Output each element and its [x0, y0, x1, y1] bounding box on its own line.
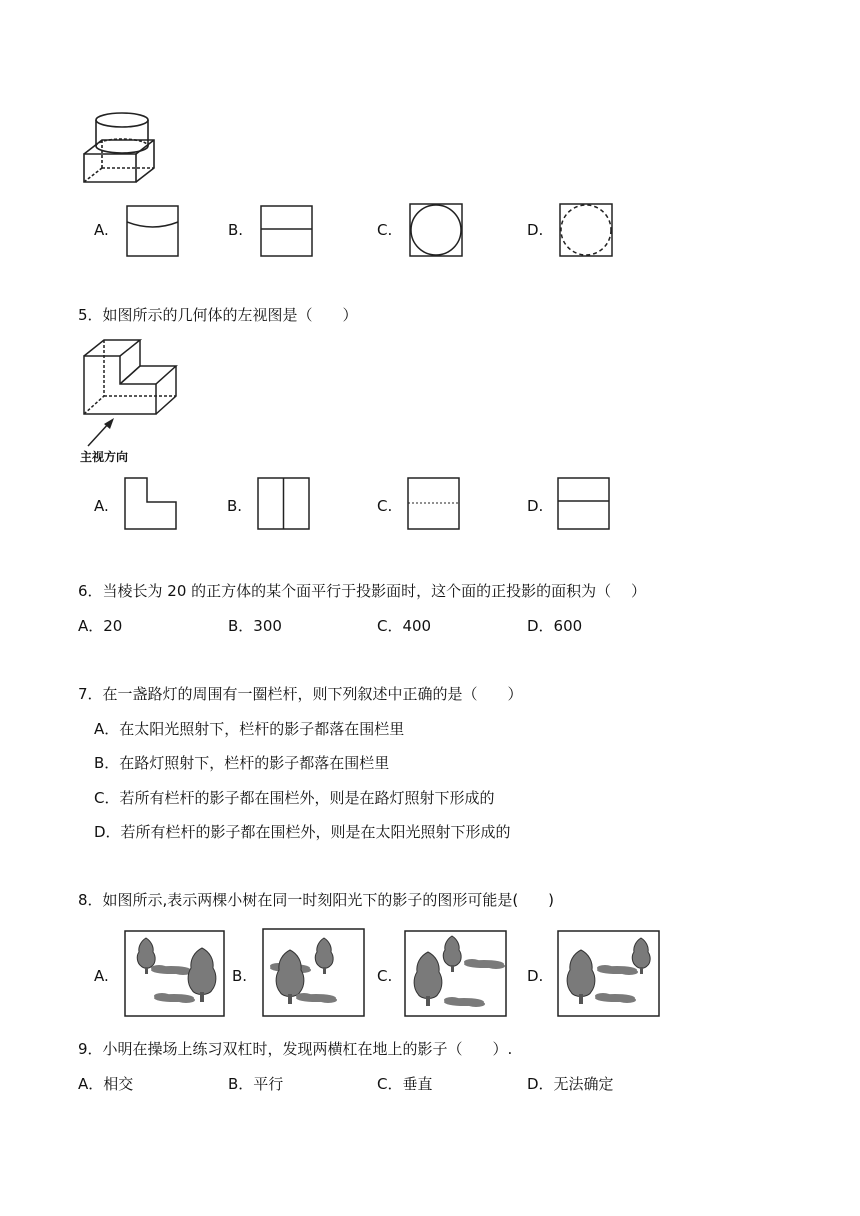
q5-option-c-label[interactable]: C. [377, 497, 393, 515]
q4-option-d-label[interactable]: D. [527, 221, 544, 239]
trees-shadow-a-icon[interactable] [124, 930, 226, 1018]
q7-option-d[interactable]: D．若所有栏杆的影子都在围栏外，则是在太阳光照射下形成的 [94, 823, 511, 841]
q7-option-c[interactable]: C．若所有栏杆的影子都在围栏外，则是在路灯照射下形成的 [94, 789, 495, 807]
rectangle-dotted-line-icon[interactable] [406, 476, 462, 532]
q6-stem: 6．当棱长为 20 的正方体的某个面平行于投影面时，这个面的正投影的面积为（ ） [78, 582, 646, 600]
q7-stem: 7．在一盏路灯的周围有一圈栏杆，则下列叙述中正确的是（ ） [78, 685, 523, 703]
trees-shadow-c-icon[interactable] [404, 930, 508, 1018]
q5-option-a-label[interactable]: A. [94, 497, 109, 515]
q6-option-c[interactable]: C．400 [377, 617, 432, 635]
q9-option-b[interactable]: B．平行 [228, 1075, 284, 1093]
l-shape-icon[interactable] [124, 476, 178, 532]
cylinder-front-view-arc-icon[interactable] [126, 204, 180, 258]
q7-option-b[interactable]: B．在路灯照射下，栏杆的影子都落在围栏里 [94, 754, 390, 772]
direction-arrow-icon [84, 416, 120, 450]
trees-shadow-b-icon[interactable] [262, 928, 366, 1018]
circle-in-square-icon[interactable] [408, 202, 464, 258]
q6-option-d[interactable]: D．600 [527, 617, 583, 635]
q5-stem: 5．如图所示的几何体的左视图是（ ） [78, 306, 358, 324]
q9-stem: 9．小明在操场上练习双杠时，发现两横杠在地上的影子（ ）. [78, 1040, 513, 1058]
q6-option-b[interactable]: B．300 [228, 617, 282, 635]
rectangle-vertical-line-icon[interactable] [257, 476, 311, 532]
q8-option-a-label[interactable]: A. [94, 967, 109, 985]
rectangle-horizontal-line-icon[interactable] [556, 476, 612, 532]
q8-stem: 8．如图所示,表示两棵小树在同一时刻阳光下的影子的图形可能是( ) [78, 891, 555, 909]
trees-shadow-d-icon[interactable] [557, 930, 661, 1018]
q4-option-a-label[interactable]: A. [94, 221, 109, 239]
q7-option-a[interactable]: A．在太阳光照射下，栏杆的影子都落在围栏里 [94, 720, 405, 738]
q5-option-b-label[interactable]: B. [227, 497, 243, 515]
q4-option-b-label[interactable]: B. [228, 221, 244, 239]
q9-option-a[interactable]: A．相交 [78, 1075, 134, 1093]
q8-option-d-label[interactable]: D. [527, 967, 544, 985]
q4-option-c-label[interactable]: C. [377, 221, 393, 239]
q8-option-c-label[interactable]: C. [377, 967, 393, 985]
q8-option-b-label[interactable]: B. [232, 967, 248, 985]
q6-option-a[interactable]: A．20 [78, 617, 123, 635]
q4-solid-figure [80, 108, 162, 186]
q5-direction-label: 主视方向 [80, 450, 129, 464]
q5-option-d-label[interactable]: D. [527, 497, 544, 515]
dashed-circle-in-square-icon[interactable] [558, 202, 614, 258]
rectangle-with-line-icon[interactable] [260, 204, 314, 258]
q9-option-d[interactable]: D．无法确定 [527, 1075, 614, 1093]
q9-option-c[interactable]: C．垂直 [377, 1075, 433, 1093]
